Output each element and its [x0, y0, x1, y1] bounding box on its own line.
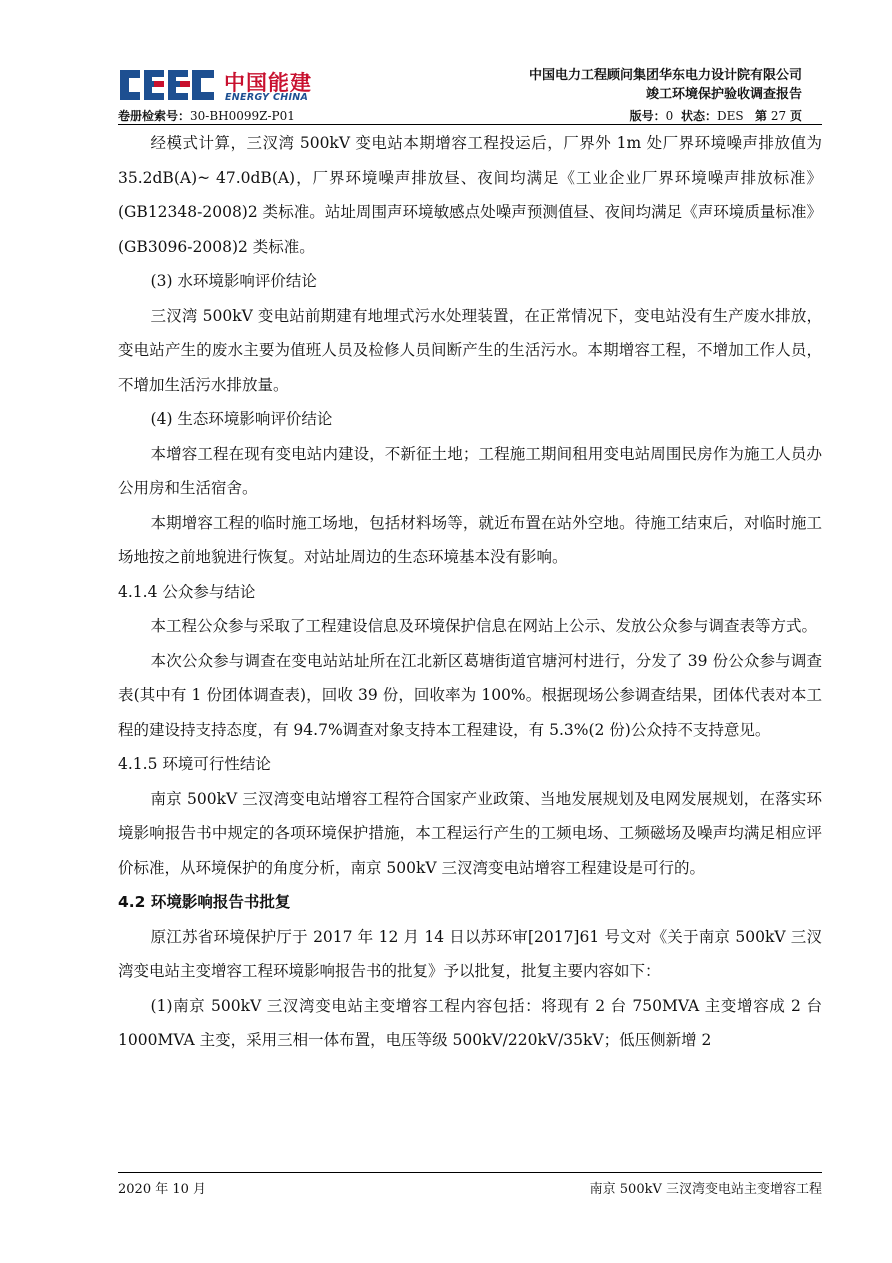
paragraph-noise-conclusion: 经模式计算，三汊湾 500kV 变电站本期增容工程投运后，厂界外 1m 处厂界环境噪声排放值为 35.2dB(A)~ 47.0dB(A)，厂界环境噪声排放昼、夜间均满足《工业企业厂界环境噪声排放标准》(GB12348-2008)2 类标准。站址周围声环境敏感点处噪声预测值昼、夜间均满足《声环境质量标准》(GB3096-2008)2 类标准。	[118, 134, 822, 256]
section-4-2-title: 4.2 环境影响报告书批复	[118, 893, 291, 911]
heading-ecological-environment: (4) 生态环境影响评价结论	[150, 410, 333, 428]
logo-chinese-text: 中国能建	[224, 71, 312, 95]
section-4-1-4-title: 4.1.4 公众参与结论	[118, 582, 256, 601]
page-header	[118, 62, 822, 122]
header-titles	[529, 66, 802, 104]
paragraph-approval-intro: 原江苏省环境保护厅于 2017 年 12 月 14 日以苏环审[2017]61 号文对《关于南京 500kV 三汊湾变电站主变增容工程环境影响报告书的批复》予以批复，批复主要内容如下：	[118, 927, 822, 980]
archive-number: 卷册检索号：30-BH0099Z-P01	[118, 109, 295, 123]
paragraph-water-conclusion: 三汊湾 500kV 变电站前期建有地埋式污水处理装置，在正常情况下，变电站没有生产废水排放，变电站产生的废水主要为值班人员及检修人员间断产生的生活污水。本期增容工程，不增加工作人员，不增加生活污水排放量。	[118, 306, 822, 394]
ceec-logo-icon	[118, 66, 218, 104]
paragraph-ecology-site: 本期增容工程的临时施工场地，包括材料场等，就近布置在站外空地。待施工结束后，对临时施工场地按之前地貌进行恢复。对站址周边的生态环境基本没有影响。	[118, 513, 822, 566]
header-divider	[118, 124, 822, 125]
document-status: 版号：0 状态：DES 第 27 页	[629, 109, 802, 123]
paragraph-ecology-land: 本增容工程在现有变电站内建设，不新征土地；工程施工期间租用变电站周围民房作为施工人员办公用房和生活宿舍。	[118, 444, 822, 497]
paragraph-approval-item-1: (1)南京 500kV 三汊湾变电站主变增容工程内容包括：将现有 2 台 750MVA 主变增容成 2 台 1000MVA 主变，采用三相一体布置，电压等级 500kV/220kV/35kV；低压侧新增 2	[118, 996, 822, 1049]
paragraph-public-participation-method: 本工程公众参与采取了工程建设信息及环境保护信息在网站上公示、发放公众参与调查表等方式。	[150, 617, 818, 635]
report-title: 竣工环境保护验收调查报告	[645, 87, 802, 102]
paragraph-public-participation-result: 本次公众参与调查在变电站站址所在江北新区葛塘街道官塘河村进行，分发了 39 份公众参与调查表(其中有 1 份团体调查表)，回收 39 份，回收率为 100%。根据现场公参调查结果，团体代表对本工程的建设持支持态度，有 94.7%调查对象支持本工程建设，有 5.3%(2 份)公众持不支持意见。	[118, 651, 822, 739]
logo-english-text: ENERGY CHINA	[225, 92, 309, 103]
footer-divider	[118, 1172, 822, 1173]
footer-date: 2020 年 10 月	[118, 1182, 207, 1197]
section-4-1-5-title: 4.1.5 环境可行性结论	[118, 755, 271, 773]
heading-water-environment: (3) 水环境影响评价结论	[150, 272, 317, 290]
page-number: 27	[770, 109, 787, 123]
footer-project-name: 南京 500kV 三汊湾变电站主变增容工程	[589, 1182, 822, 1197]
company-name: 中国电力工程顾问集团华东电力设计院有限公司	[528, 68, 802, 83]
paragraph-feasibility-conclusion: 南京 500kV 三汊湾变电站增容工程符合国家产业政策、当地发展规划及电网发展规划，在落实环境影响报告书中规定的各项环境保护措施，本工程运行产生的工频电场、工频磁场及噪声均满足相应评价标准，从环境保护的角度分析，南京 500kV 三汊湾变电站增容工程建设是可行的。	[118, 789, 822, 877]
report-body	[118, 126, 822, 1058]
energy-china-logo	[118, 66, 318, 106]
